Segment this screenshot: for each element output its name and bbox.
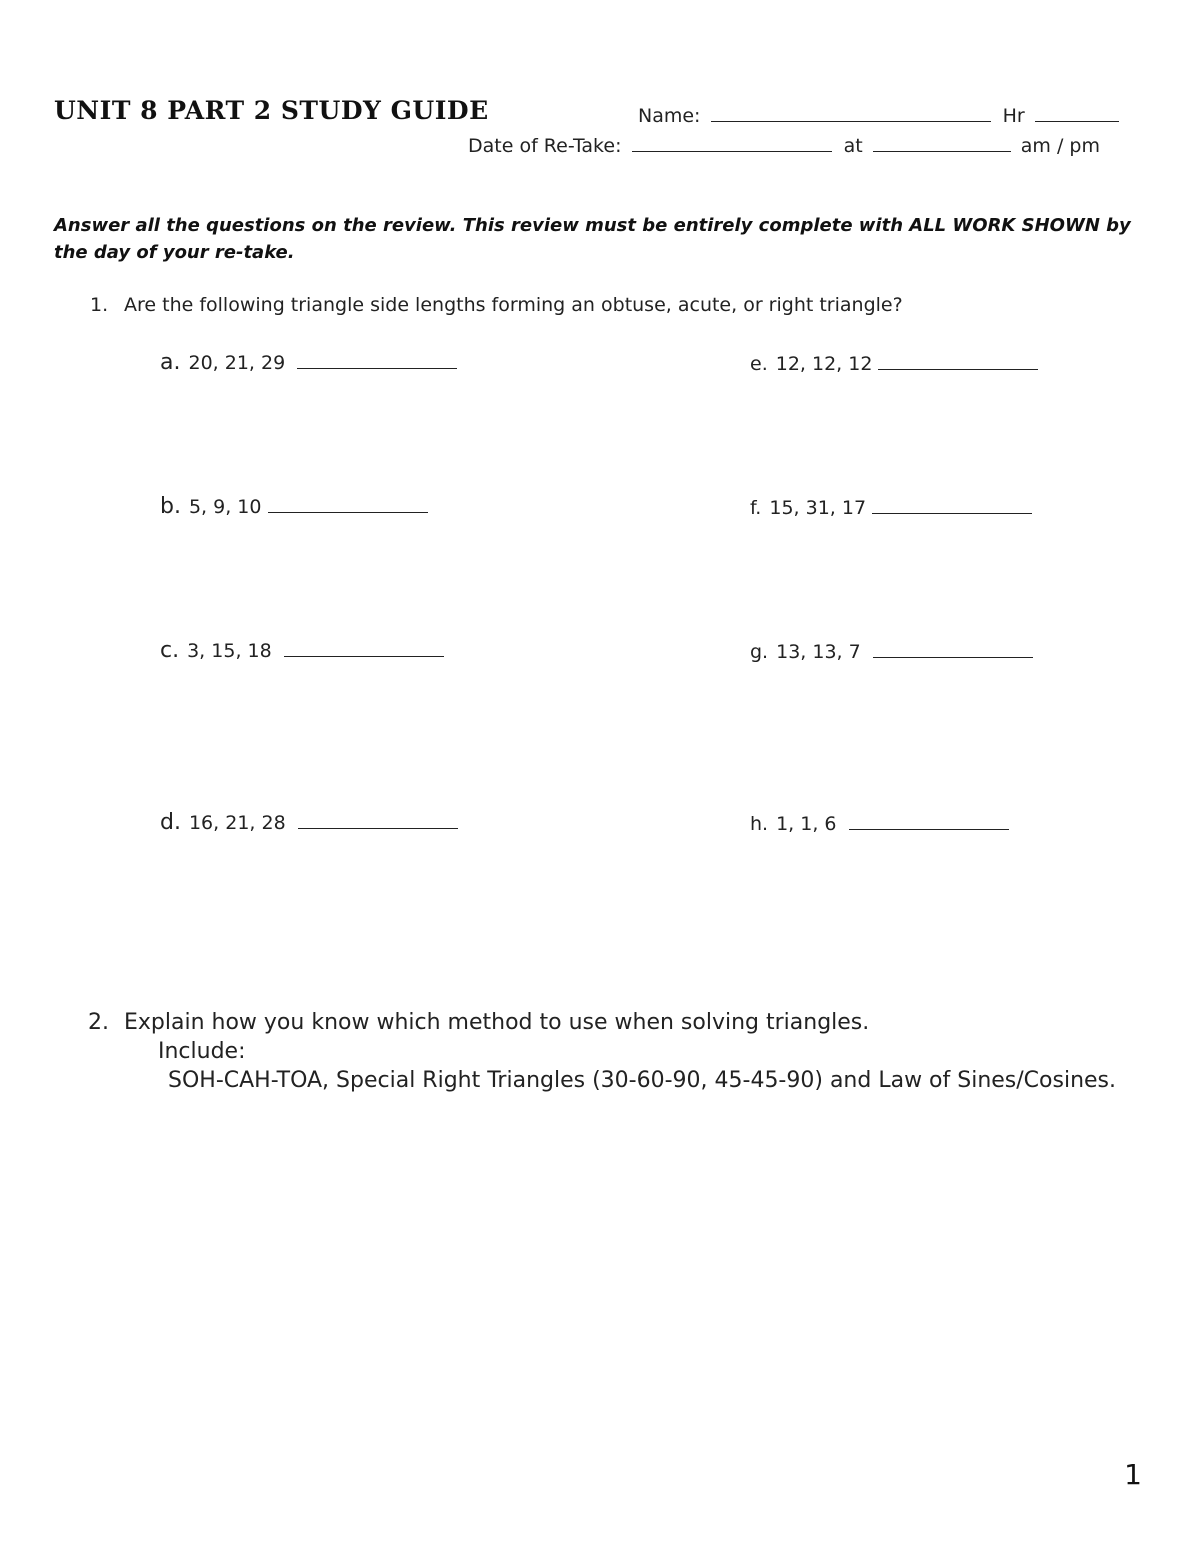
item-h-sides: 1, 1, 6 [776,813,837,835]
item-h [750,811,1009,835]
at-label: at [843,135,863,157]
item-e-sides: 12, 12, 12 [775,353,873,375]
item-h-label: h. [750,813,769,835]
item-c-label: c. [160,638,180,663]
date-field[interactable] [632,133,832,152]
item-h-answer-field[interactable] [849,811,1009,830]
item-g-sides: 13, 13, 7 [776,641,861,663]
instructions: Answer all the questions on the review. This review must be entirely complete with ALL WORK SHOWN by the day of your re-take. [54,215,1131,263]
question-2-include-text: SOH-CAH-TOA, Special Right Triangles (30-60-90, 45-45-90) and Law of Sines/Cosines. [168,1068,1117,1093]
question-2-include-label: Include: [158,1039,246,1064]
name-label: Name: [638,105,701,127]
item-a-answer-field[interactable] [297,350,457,369]
item-d-answer-field[interactable] [298,810,458,829]
item-d-label: d. [160,810,181,835]
time-field[interactable] [873,133,1011,152]
item-g-label: g. [750,641,769,663]
item-d-sides: 16, 21, 28 [188,812,286,834]
item-f-sides: 15, 31, 17 [769,497,867,519]
question-1-text: Are the following triangle side lengths forming an obtuse, acute, or right triangle? [124,294,903,316]
item-e-label: e. [750,353,768,375]
item-e [750,351,1038,375]
ampm-label: am / pm [1020,135,1100,157]
question-1 [90,294,903,316]
item-e-answer-field[interactable] [878,351,1038,370]
page-number: 1 [1124,1458,1142,1491]
item-f-answer-field[interactable] [872,495,1032,514]
item-a [160,350,457,375]
item-f [750,495,1032,519]
item-a-sides: 20, 21, 29 [188,352,286,374]
name-row [638,103,1119,127]
hr-field[interactable] [1035,103,1119,122]
item-c [160,638,444,663]
item-b-label: b. [160,494,181,519]
item-g [750,639,1033,663]
question-2 [88,1010,869,1035]
question-2-text: Explain how you know which method to use when solving triangles. [124,1010,870,1035]
item-b-sides: 5, 9, 10 [188,496,262,518]
item-c-answer-field[interactable] [284,638,444,657]
question-2-number: 2. [88,1010,109,1035]
item-b [160,494,428,519]
page-title: UNIT 8 PART 2 STUDY GUIDE [54,96,489,125]
name-field[interactable] [711,103,991,122]
item-f-label: f. [750,497,762,519]
date-label: Date of Re-Take: [468,135,622,157]
item-g-answer-field[interactable] [873,639,1033,658]
question-1-number: 1. [90,294,109,316]
item-b-answer-field[interactable] [268,494,428,513]
item-d [160,810,458,835]
item-c-sides: 3, 15, 18 [187,640,272,662]
item-a-label: a. [160,350,181,375]
hr-label: Hr [1002,105,1025,127]
date-row [468,133,1100,157]
